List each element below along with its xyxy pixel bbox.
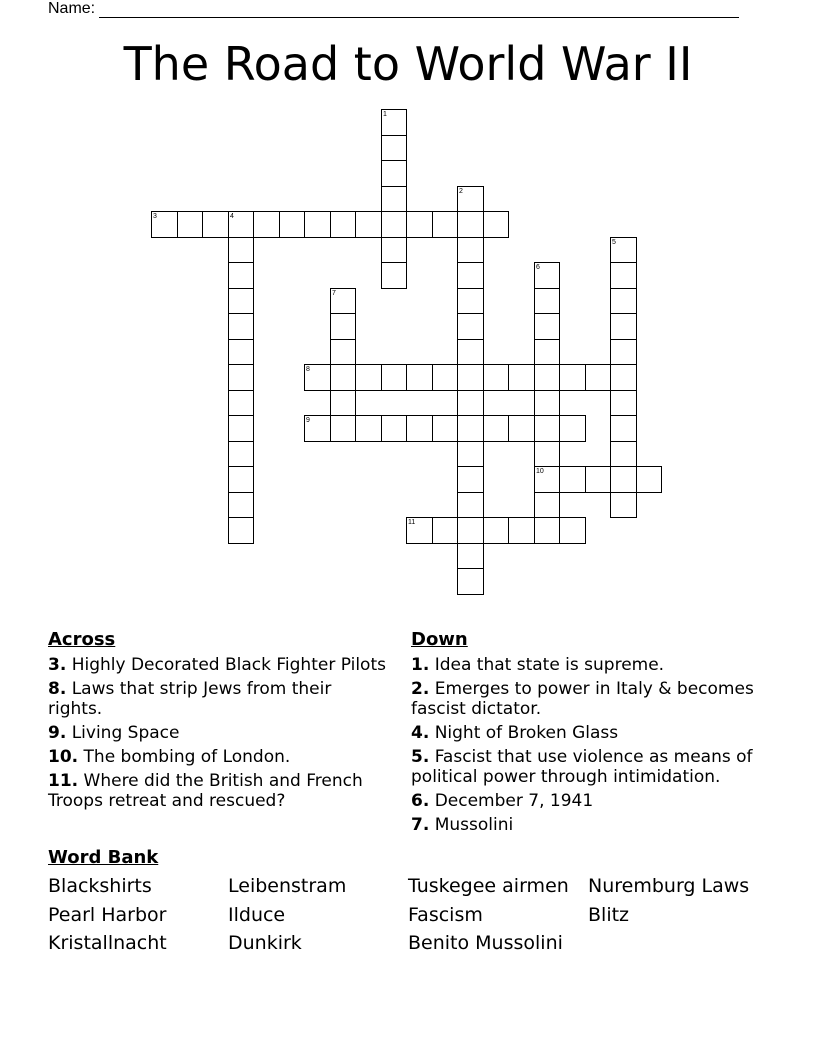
grid-cell[interactable] bbox=[534, 415, 560, 442]
grid-cell[interactable] bbox=[483, 364, 509, 391]
word-bank-item: Benito Mussolini bbox=[408, 932, 563, 954]
grid-cell[interactable] bbox=[228, 211, 254, 238]
grid-cell[interactable] bbox=[636, 466, 662, 493]
cell-number: 11 bbox=[408, 519, 416, 526]
grid-cell[interactable] bbox=[381, 109, 407, 136]
grid-cell[interactable] bbox=[610, 441, 637, 467]
grid-cell[interactable] bbox=[330, 288, 356, 314]
grid-cell[interactable] bbox=[610, 466, 637, 493]
down-clue bbox=[411, 723, 781, 743]
grid-cell[interactable] bbox=[177, 211, 203, 238]
grid-cell[interactable] bbox=[457, 339, 484, 365]
grid-cell[interactable] bbox=[534, 390, 560, 416]
across-clue bbox=[48, 655, 388, 675]
grid-cell[interactable] bbox=[304, 211, 331, 238]
cell-number: 1 bbox=[383, 111, 387, 118]
grid-cell[interactable] bbox=[228, 492, 254, 518]
cell-number: 10 bbox=[536, 468, 544, 475]
clue-number: 1. bbox=[411, 655, 430, 675]
grid-cell[interactable] bbox=[228, 415, 254, 442]
clue-text: Highly Decorated Black Fighter Pilots bbox=[66, 655, 386, 675]
grid-cell[interactable] bbox=[483, 211, 509, 238]
grid-cell[interactable] bbox=[457, 186, 484, 212]
grid-cell[interactable] bbox=[381, 262, 407, 289]
grid-cell[interactable] bbox=[304, 364, 331, 391]
grid-cell[interactable] bbox=[228, 313, 254, 340]
clue-number: 2. bbox=[411, 679, 430, 699]
grid-cell[interactable] bbox=[610, 364, 637, 391]
clue-text: December 7, 1941 bbox=[429, 791, 594, 811]
grid-cell[interactable] bbox=[406, 415, 433, 442]
grid-cell[interactable] bbox=[406, 364, 433, 391]
grid-cell[interactable] bbox=[508, 517, 535, 544]
word-bank-item: Blackshirts bbox=[48, 875, 152, 897]
grid-cell[interactable] bbox=[457, 441, 484, 467]
grid-cell[interactable] bbox=[559, 415, 586, 442]
down-clue bbox=[411, 747, 781, 787]
grid-cell[interactable] bbox=[228, 237, 254, 263]
grid-cell[interactable] bbox=[610, 262, 637, 289]
grid-cell[interactable] bbox=[381, 211, 407, 238]
cell-number: 5 bbox=[612, 239, 616, 246]
clue-number: 7. bbox=[411, 815, 430, 835]
grid-cell[interactable] bbox=[381, 186, 407, 212]
grid-cell[interactable] bbox=[406, 211, 433, 238]
grid-cell[interactable] bbox=[432, 415, 458, 442]
grid-cell[interactable] bbox=[228, 466, 254, 493]
clue-text: Where did the British and French Troops retreat and rescued? bbox=[48, 771, 363, 811]
grid-cell[interactable] bbox=[330, 364, 356, 391]
word-bank-item: Leibenstram bbox=[228, 875, 347, 897]
clue-text: Emerges to power in Italy & becomes fascist dictator. bbox=[411, 679, 754, 719]
grid-cell[interactable] bbox=[457, 568, 484, 595]
grid-cell[interactable] bbox=[432, 364, 458, 391]
grid-cell[interactable] bbox=[610, 390, 637, 416]
clue-number: 5. bbox=[411, 747, 430, 767]
grid-cell[interactable] bbox=[559, 517, 586, 544]
grid-cell[interactable] bbox=[610, 492, 637, 518]
grid-cell[interactable] bbox=[457, 390, 484, 416]
word-bank-item: Kristallnacht bbox=[48, 932, 167, 954]
down-heading: Down bbox=[411, 629, 468, 650]
word-bank-item: Pearl Harbor bbox=[48, 904, 167, 926]
grid-cell[interactable] bbox=[534, 466, 560, 493]
across-clue bbox=[48, 679, 388, 719]
word-bank-item: Blitz bbox=[588, 904, 630, 926]
word-bank-item: Tuskegee airmen bbox=[408, 875, 569, 897]
clue-number: 9. bbox=[48, 723, 67, 743]
grid-cell[interactable] bbox=[381, 415, 407, 442]
grid-cell[interactable] bbox=[457, 466, 484, 493]
grid-cell[interactable] bbox=[355, 415, 382, 442]
grid-cell[interactable] bbox=[228, 288, 254, 314]
across-clues bbox=[48, 655, 388, 815]
grid-cell[interactable] bbox=[534, 492, 560, 518]
grid-cell[interactable] bbox=[610, 339, 637, 365]
clue-text: The bombing of London. bbox=[78, 747, 291, 767]
grid-cell[interactable] bbox=[228, 517, 254, 544]
grid-cell[interactable] bbox=[534, 517, 560, 544]
grid-cell[interactable] bbox=[457, 415, 484, 442]
grid-cell[interactable] bbox=[534, 288, 560, 314]
cell-number: 3 bbox=[153, 213, 157, 220]
grid-cell[interactable] bbox=[534, 339, 560, 365]
across-heading: Across bbox=[48, 629, 116, 650]
grid-cell[interactable] bbox=[432, 211, 458, 238]
grid-cell[interactable] bbox=[228, 339, 254, 365]
word-bank-item: Ilduce bbox=[228, 904, 286, 926]
grid-cell[interactable] bbox=[534, 364, 560, 391]
grid-cell[interactable] bbox=[304, 415, 331, 442]
grid-cell[interactable] bbox=[279, 211, 305, 238]
name-label: Name: bbox=[48, 0, 96, 17]
grid-cell[interactable] bbox=[457, 211, 484, 238]
grid-cell[interactable] bbox=[457, 364, 484, 391]
grid-cell[interactable] bbox=[457, 492, 484, 518]
clue-text: Fascist that use violence as means of political power through intimidation. bbox=[411, 747, 753, 787]
grid-cell[interactable] bbox=[585, 466, 611, 493]
grid-cell[interactable] bbox=[559, 466, 586, 493]
grid-cell[interactable] bbox=[330, 313, 356, 340]
grid-cell[interactable] bbox=[610, 288, 637, 314]
grid-cell[interactable] bbox=[151, 211, 178, 238]
clue-number: 4. bbox=[411, 723, 430, 743]
cell-number: 7 bbox=[332, 290, 336, 297]
grid-cell[interactable] bbox=[228, 441, 254, 467]
grid-cell[interactable] bbox=[457, 517, 484, 544]
grid-cell[interactable] bbox=[610, 237, 637, 263]
grid-cell[interactable] bbox=[330, 211, 356, 238]
grid-cell[interactable] bbox=[406, 517, 433, 544]
grid-cell[interactable] bbox=[508, 364, 535, 391]
grid-cell[interactable] bbox=[253, 211, 280, 238]
across-clue bbox=[48, 771, 388, 811]
word-bank-item: Fascism bbox=[408, 904, 483, 926]
grid-cell[interactable] bbox=[457, 313, 484, 340]
cell-number: 8 bbox=[306, 366, 310, 373]
grid-cell[interactable] bbox=[330, 415, 356, 442]
down-clue bbox=[411, 815, 781, 835]
grid-cell[interactable] bbox=[457, 237, 484, 263]
across-clue bbox=[48, 723, 388, 743]
word-bank-item: Dunkirk bbox=[228, 932, 302, 954]
grid-cell[interactable] bbox=[202, 211, 229, 238]
grid-cell[interactable] bbox=[457, 543, 484, 569]
grid-cell[interactable] bbox=[483, 415, 509, 442]
grid-cell[interactable] bbox=[355, 211, 382, 238]
grid-cell[interactable] bbox=[585, 364, 611, 391]
clue-text: Night of Broken Glass bbox=[429, 723, 619, 743]
grid-cell[interactable] bbox=[381, 237, 407, 263]
grid-cell[interactable] bbox=[457, 288, 484, 314]
down-clue bbox=[411, 791, 781, 811]
grid-cell[interactable] bbox=[508, 415, 535, 442]
grid-cell[interactable] bbox=[330, 390, 356, 416]
grid-cell[interactable] bbox=[483, 517, 509, 544]
cell-number: 2 bbox=[459, 188, 463, 195]
grid-cell[interactable] bbox=[381, 135, 407, 161]
clue-number: 3. bbox=[48, 655, 67, 675]
clue-text: Mussolini bbox=[429, 815, 514, 835]
grid-cell[interactable] bbox=[330, 339, 356, 365]
clue-number: 10. bbox=[48, 747, 79, 767]
page-title: The Road to World War II bbox=[123, 37, 693, 91]
down-clues bbox=[411, 655, 781, 839]
grid-cell[interactable] bbox=[228, 364, 254, 391]
clue-number: 11. bbox=[48, 771, 79, 791]
word-bank-heading: Word Bank bbox=[48, 847, 159, 868]
clue-text: Laws that strip Jews from their rights. bbox=[48, 679, 332, 719]
cell-number: 6 bbox=[536, 264, 540, 271]
grid-cell[interactable] bbox=[534, 262, 560, 289]
clue-text: Living Space bbox=[66, 723, 180, 743]
cell-number: 9 bbox=[306, 417, 310, 424]
grid-cell[interactable] bbox=[610, 415, 637, 442]
grid-cell[interactable] bbox=[534, 441, 560, 467]
grid-cell[interactable] bbox=[559, 364, 586, 391]
word-bank-item: Nuremburg Laws bbox=[588, 875, 750, 897]
clue-number: 6. bbox=[411, 791, 430, 811]
down-clue bbox=[411, 655, 781, 675]
grid-cell[interactable] bbox=[432, 517, 458, 544]
grid-cell[interactable] bbox=[228, 390, 254, 416]
grid-cell[interactable] bbox=[534, 313, 560, 340]
grid-cell[interactable] bbox=[457, 262, 484, 289]
grid-cell[interactable] bbox=[355, 364, 382, 391]
across-clue bbox=[48, 747, 388, 767]
cell-number: 4 bbox=[230, 213, 234, 220]
clue-text: Idea that state is supreme. bbox=[429, 655, 665, 675]
grid-cell[interactable] bbox=[610, 313, 637, 340]
grid-cell[interactable] bbox=[228, 262, 254, 289]
grid-cell[interactable] bbox=[381, 160, 407, 187]
grid-cell[interactable] bbox=[381, 364, 407, 391]
down-clue bbox=[411, 679, 781, 719]
clue-number: 8. bbox=[48, 679, 67, 699]
